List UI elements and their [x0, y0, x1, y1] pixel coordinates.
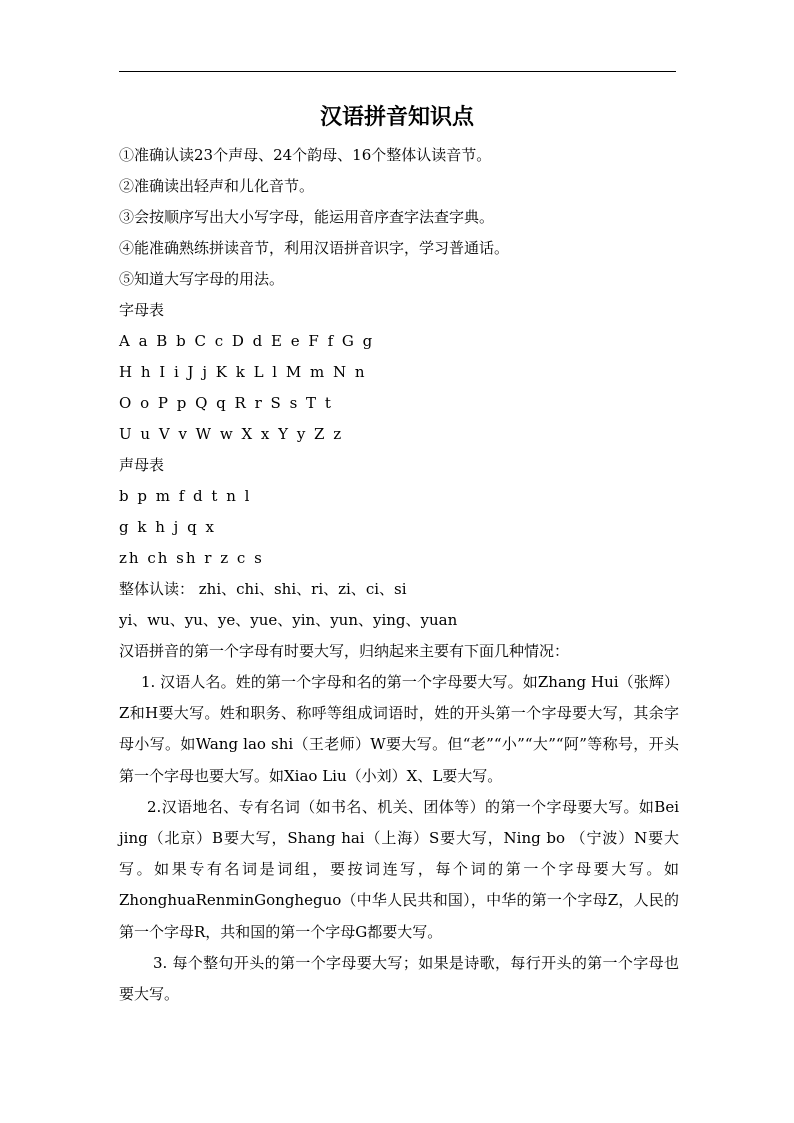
- whole-syllables-line-1: 整体认读： zhi、chi、shi、ri、zi、ci、si: [119, 580, 407, 598]
- document-title: 汉语拼音知识点: [319, 104, 474, 130]
- alphabet-row-3: O o P p Q q R r S s T t: [119, 394, 333, 412]
- rule-place-names: 2.汉语地名、专有名词（如书名、机关、团体等）的第一个字母要大写。如Bei jing（北京）B要大写，Shang hai（上海）S要大写，Ning bo （宁波）N要大写。如果专有名词是词组，要按词连写，每个词的第一个字母要大写。如ZhonghuaRenminGongheguo（中华人民共和国），中华的第一个字母Z，人民的第一个字母R，共和国的第一个字母G都要大写。: [119, 797, 679, 941]
- alphabet-heading: 字母表: [119, 301, 165, 319]
- alphabet-row-4: U u V v W w X x Y y Z z: [119, 425, 344, 443]
- whole-syllables-line-2: yi、wu、yu、ye、yue、yin、yun、ying、yuan: [119, 611, 458, 629]
- initials-row-1: b p m f d t n l: [119, 487, 252, 505]
- alphabet-row-2: H h I i J j K k L l M m N n: [119, 363, 367, 381]
- document-body: [119, 140, 679, 1010]
- rule-sentence-start: 3. 每个整句开头的第一个字母要大写；如果是诗歌，每行开头的第一个字母也要大写。: [119, 953, 679, 1004]
- initials-heading: 声母表: [119, 456, 165, 474]
- objective-1: ①准确认读23个声母、24个韵母、16个整体认读音节。: [119, 146, 492, 164]
- objective-3: ③会按顺序写出大小写字母，能运用音序查字法查字典。: [119, 208, 495, 226]
- objective-5: ⑤知道大写字母的用法。: [119, 270, 285, 288]
- initials-row-3: zh ch sh r z c s: [119, 549, 264, 567]
- objective-4: ④能准确熟练拼读音节，利用汉语拼音识字，学习普通话。: [119, 239, 510, 257]
- header-rule: [119, 71, 676, 72]
- initials-row-2: g k h j q x: [119, 518, 216, 536]
- objective-2: ②准确读出轻声和儿化音节。: [119, 177, 315, 195]
- alphabet-row-1: A a B b C c D d E e F f G g: [119, 332, 375, 350]
- rule-personal-names: 1. 汉语人名。姓的第一个字母和名的第一个字母要大写。如Zhang Hui（张辉）Z和H要大写。姓和职务、称呼等组成词语时，姓的开头第一个字母要大写，其余字母小写。如Wang lao shi（王老师）W要大写。但“老”“小”“大”“阿”等称号，开头第一个字母也要大写。如Xiao Liu（小刘）X、L要大写。: [119, 673, 679, 785]
- capitalization-intro: 汉语拼音的第一个字母有时要大写，归纳起来主要有下面几种情况：: [119, 642, 570, 660]
